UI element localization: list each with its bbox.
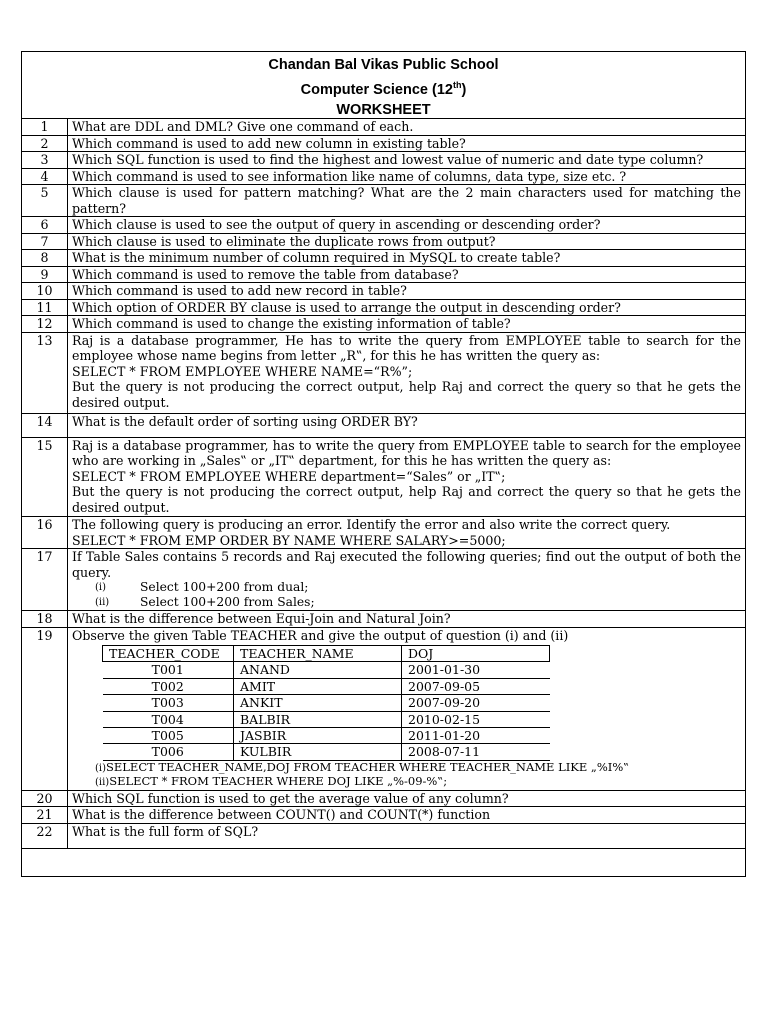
teacher-table-header: TEACHER_CODE xyxy=(103,646,234,662)
sub-question-text: SELECT * FROM TEACHER WHERE DOJ LIKE „%-09-%‟; xyxy=(109,774,448,789)
question-text: Which command is used to remove the table from database? xyxy=(72,266,459,282)
question-number: 2 xyxy=(22,135,68,152)
question-number: 12 xyxy=(22,316,68,333)
question-row xyxy=(22,316,745,333)
teacher-table-cell: 2011-01-20 xyxy=(402,728,550,744)
question-text-cell xyxy=(68,119,746,135)
question-row xyxy=(22,299,745,316)
question-text: Which command is used to add new column in existing table? xyxy=(72,135,466,151)
question-number: 4 xyxy=(22,168,68,185)
teacher-table-cell: 2001-01-30 xyxy=(402,662,550,678)
question-line: The following query is producing an error. Identify the error and also write the correct query. xyxy=(72,517,671,532)
teacher-table-cell: T006 xyxy=(103,744,234,760)
teacher-table-row xyxy=(103,711,550,727)
teacher-table-cell: JASBIR xyxy=(234,728,402,744)
sub-question-numeral: (ii) xyxy=(95,777,110,789)
sub-question xyxy=(72,595,741,610)
question-number: 14 xyxy=(22,414,68,438)
questions-table xyxy=(22,119,745,849)
question-line: But the query is not producing the correct output, help Raj and correct the query so that he gets the desired output. xyxy=(72,484,741,515)
question-number: 13 xyxy=(22,332,68,414)
question-line: SELECT * FROM EMP ORDER BY NAME WHERE SALARY>=5000; xyxy=(72,532,506,548)
question-number: 17 xyxy=(22,549,68,611)
question-number: 5 xyxy=(22,185,68,217)
question-number: 16 xyxy=(22,517,68,549)
question-text-cell xyxy=(68,316,746,333)
question-text: Which SQL function is used to get the average value of any column? xyxy=(72,790,509,806)
question-text: Which clause is used for pattern matching? What are the 2 main characters used for matching the pattern? xyxy=(72,185,741,216)
teacher-table-cell: 2008-07-11 xyxy=(402,744,550,760)
worksheet-page xyxy=(21,51,746,877)
subject-close: ) xyxy=(461,81,467,98)
question-number: 6 xyxy=(22,217,68,234)
question-number: 20 xyxy=(22,790,68,807)
sub-question-numeral: (i) xyxy=(95,582,107,593)
teacher-table-cell: T003 xyxy=(103,695,234,711)
question-row xyxy=(22,437,745,517)
sub-question-text: Select 100+200 from Sales; xyxy=(140,595,315,609)
question-line: Raj is a database programmer, has to write the query from EMPLOYEE table to search for the employee who are working in „Sales‟ or „IT‟ department, for this he has written the query as: xyxy=(72,437,741,468)
question-text-cell xyxy=(68,185,746,217)
question-text-cell xyxy=(68,299,746,316)
question-row xyxy=(22,185,745,217)
question-text-cell xyxy=(68,283,746,300)
subject-line xyxy=(22,75,745,100)
subject-name: Computer Science (12 xyxy=(300,81,453,98)
teacher-table-cell: 2007-09-20 xyxy=(402,695,550,711)
sub-question-numeral: (ii) xyxy=(95,597,110,608)
question-number: 3 xyxy=(22,152,68,169)
question-number: 10 xyxy=(22,283,68,300)
teacher-table-header: DOJ xyxy=(402,646,550,662)
question-text: Which command is used to add new record in table? xyxy=(72,283,407,298)
question-line: SELECT * FROM EMPLOYEE WHERE department=“Sales” or „IT‟; xyxy=(72,468,506,484)
question-text: Which option of ORDER BY clause is used to arrange the output in descending order? xyxy=(72,299,621,315)
grade-superscript: th xyxy=(452,80,462,90)
question-text-cell xyxy=(68,437,746,517)
question-text-cell xyxy=(68,611,746,628)
question-line: But the query is not producing the correct output, help Raj and correct the query so that he gets the desired output. xyxy=(72,379,741,410)
question-row xyxy=(22,332,745,414)
question-row xyxy=(22,168,745,185)
question-text: Which clause is used to eliminate the duplicate rows from output? xyxy=(72,233,496,249)
question-row xyxy=(22,549,745,611)
question-text-cell xyxy=(68,517,746,549)
question-row xyxy=(22,135,745,152)
sub-question-text: Select 100+200 from dual; xyxy=(140,580,309,594)
question-number: 15 xyxy=(22,437,68,517)
teacher-table-cell: ANAND xyxy=(234,662,402,678)
sub-question-numeral: (i) xyxy=(95,762,107,774)
question-number: 8 xyxy=(22,250,68,267)
teacher-table-row xyxy=(103,678,550,694)
question-text-cell xyxy=(68,414,746,438)
sub-question xyxy=(72,761,741,776)
question-row xyxy=(22,790,745,807)
question-text-cell xyxy=(68,549,746,611)
worksheet-header xyxy=(22,52,745,119)
question-number: 11 xyxy=(22,299,68,316)
question-row xyxy=(22,283,745,300)
teacher-table-cell: AMIT xyxy=(234,678,402,694)
question-text-cell xyxy=(68,168,746,185)
teacher-table-header-row xyxy=(103,646,550,662)
question-number: 18 xyxy=(22,611,68,628)
question-row xyxy=(22,233,745,250)
teacher-table-row xyxy=(103,728,550,744)
question-number: 7 xyxy=(22,233,68,250)
teacher-table-row xyxy=(103,695,550,711)
teacher-table xyxy=(102,645,550,761)
question-text-cell xyxy=(68,627,746,790)
question-row xyxy=(22,119,745,135)
question-row xyxy=(22,414,745,438)
question-text-cell xyxy=(68,233,746,250)
question-number: 1 xyxy=(22,119,68,135)
question-text-cell xyxy=(68,790,746,807)
question-number: 21 xyxy=(22,807,68,824)
worksheet-title: WORKSHEET xyxy=(336,101,431,118)
question-text-cell xyxy=(68,250,746,267)
question-text: Which command is used to see information like name of columns, data type, size etc. ? xyxy=(72,168,627,184)
question-number: 9 xyxy=(22,266,68,283)
teacher-table-cell: BALBIR xyxy=(234,711,402,727)
sub-question xyxy=(72,775,741,790)
question-line: SELECT * FROM EMPLOYEE WHERE NAME=“R%”; xyxy=(72,363,413,379)
teacher-table-row xyxy=(103,662,550,678)
sub-question xyxy=(72,580,741,595)
question-row xyxy=(22,611,745,628)
school-name: Chandan Bal Vikas Public School xyxy=(268,57,499,73)
question-text-cell xyxy=(68,807,746,824)
question-number: 22 xyxy=(22,823,68,849)
question-text: If Table Sales contains 5 records and Raj executed the following queries; find out the output of both the query. xyxy=(72,549,741,580)
question-row xyxy=(22,217,745,234)
question-text: What is the minimum number of column required in MySQL to create table? xyxy=(72,250,561,265)
question-text: What are DDL and DML? Give one command of each. xyxy=(72,119,414,134)
question-row xyxy=(22,266,745,283)
teacher-table-cell: T001 xyxy=(103,662,234,678)
teacher-table-cell: KULBIR xyxy=(234,744,402,760)
question-number: 19 xyxy=(22,627,68,790)
question-text: Which clause is used to see the output of query in ascending or descending order? xyxy=(72,217,601,232)
question-row xyxy=(22,823,745,849)
question-text: Which SQL function is used to find the highest and lowest value of numeric and date type column? xyxy=(72,152,704,167)
question-text-cell xyxy=(68,823,746,849)
teacher-table-row xyxy=(103,744,550,760)
sub-question-text: SELECT TEACHER_NAME,DOJ FROM TEACHER WHERE TEACHER_NAME LIKE „%I%‟ xyxy=(106,759,630,774)
teacher-table-cell: T002 xyxy=(103,678,234,694)
teacher-table-header: TEACHER_NAME xyxy=(234,646,402,662)
question-text: What is the full form of SQL? xyxy=(72,823,259,839)
question-text-cell xyxy=(68,135,746,152)
question-row xyxy=(22,152,745,169)
question-text: What is the difference between COUNT() and COUNT(*) function xyxy=(72,807,491,823)
teacher-table-cell: 2007-09-05 xyxy=(402,678,550,694)
question-text: What is the default order of sorting using ORDER BY? xyxy=(72,414,418,429)
question-row xyxy=(22,627,745,790)
question-row xyxy=(22,517,745,549)
question-row xyxy=(22,807,745,824)
question-row xyxy=(22,250,745,267)
question-line: Raj is a database programmer, He has to write the query from EMPLOYEE table to search for the employee whose name begins from letter „R‟, for this he has written the query as: xyxy=(72,332,741,363)
question-text-cell xyxy=(68,332,746,414)
question-text-cell xyxy=(68,152,746,169)
teacher-table-cell: T005 xyxy=(103,728,234,744)
question-text-cell xyxy=(68,266,746,283)
question-text: Observe the given Table TEACHER and give the output of question (i) and (ii) xyxy=(72,627,569,643)
teacher-table-cell: ANKIT xyxy=(234,695,402,711)
question-text: Which command is used to change the existing information of table? xyxy=(72,316,511,331)
teacher-table-cell: T004 xyxy=(103,711,234,727)
question-text: What is the difference between Equi-Join and Natural Join? xyxy=(72,611,451,626)
question-text-cell xyxy=(68,217,746,234)
teacher-table-cell: 2010-02-15 xyxy=(402,711,550,727)
